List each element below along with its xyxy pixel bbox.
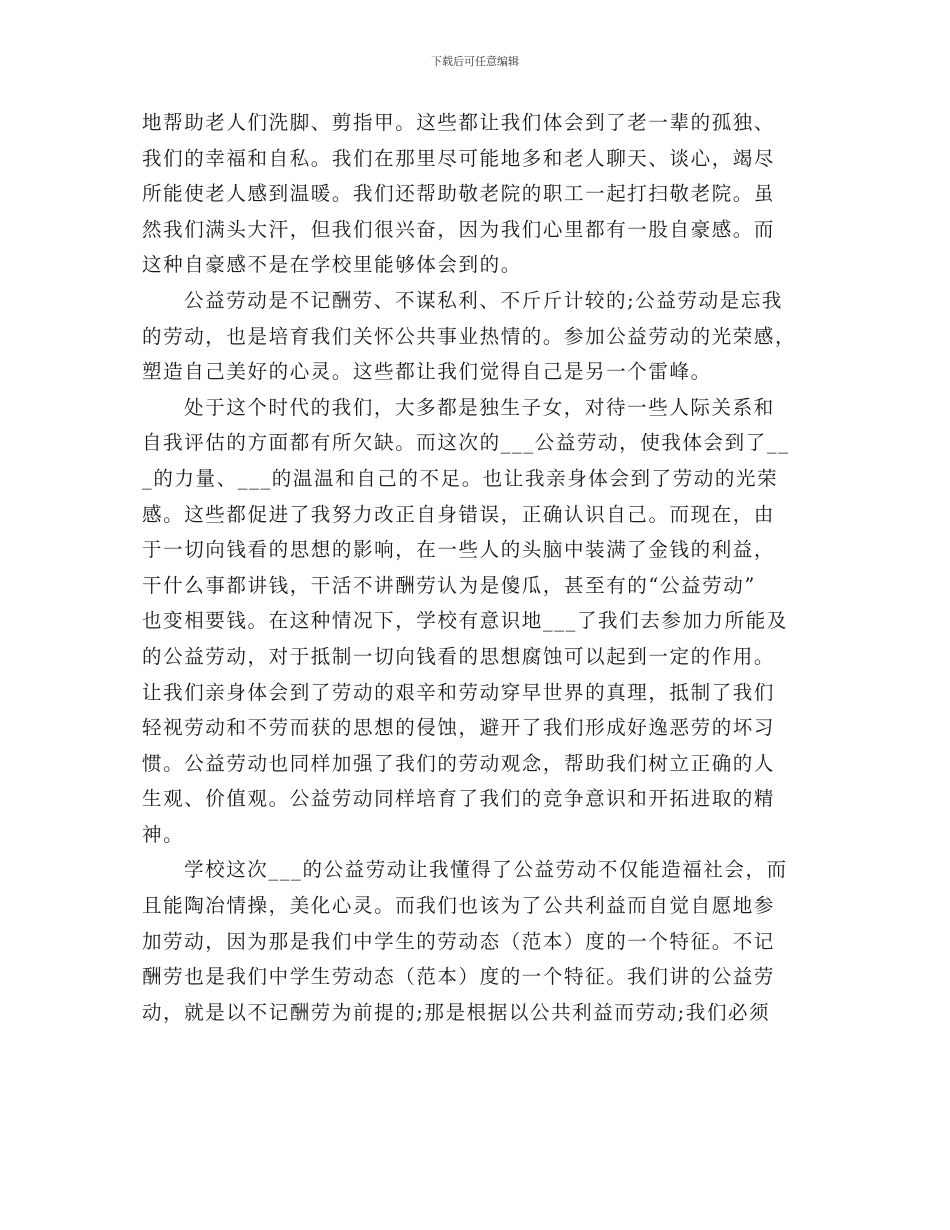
text-line: 动，就是以不记酬劳为前提的;那是根据以公共利益而劳动;我们必须	[142, 1000, 771, 1024]
text-line: 于一切向钱看的思想的影响，在一些人的头脑中装满了金钱的利益，	[142, 538, 776, 562]
text-line: 让我们亲身体会到了劳动的艰辛和劳动穿早世界的真理，抵制了我们	[142, 680, 776, 704]
text-line: 酬劳也是我们中学生劳动态（范本）度的一个特征。我们讲的公益劳	[142, 965, 776, 989]
text-line: 且能陶冶情操，美化心灵。而我们也该为了公共利益而自觉自愿地参	[142, 894, 776, 918]
text-line: 的公益劳动，对于抵制一切向钱看的思想腐蚀可以起到一定的作用。	[142, 644, 776, 668]
text-line: 这种自豪感不是在学校里能够体会到的。	[142, 253, 522, 277]
text-line: 感。这些都促进了我努力改正自身错误，正确认识自己。而现在，由	[142, 502, 776, 526]
text-line: 神。	[142, 822, 185, 846]
text-line: 自我评估的方面都有所欠缺。而这次的___公益劳动，使我体会到了__	[142, 431, 790, 455]
text-line: 学校这次___的公益劳动让我懂得了公益劳动不仅能造福社会，而	[184, 858, 788, 882]
text-line: _的力量、___的温温和自己的不足。也让我亲身体会到了劳动的光荣	[142, 466, 779, 490]
text-line: 加劳动，因为那是我们中学生的劳动态（范本）度的一个特征。不记	[142, 929, 776, 953]
text-line: 轻视劳动和不劳而获的思想的侵蚀，避开了我们形成好逸恶劳的坏习	[142, 716, 776, 740]
text-line: 所能使老人感到温暖。我们还帮助敬老院的职工一起打扫敬老院。虽	[142, 182, 776, 206]
text-line: 干什么事都讲钱，干活不讲酬劳认为是傻瓜，甚至有的“公益劳动”	[142, 573, 756, 597]
text-line: 我们的幸福和自私。我们在那里尽可能地多和老人聊天、谈心，竭尽	[142, 146, 776, 170]
text-line: 地帮助老人们洗脚、剪指甲。这些都让我们体会到了老一辈的孤独、	[142, 111, 776, 134]
paragraph-1	[142, 105, 812, 283]
text-line: 生观、价值观。公益劳动同样培育了我们的竞争意识和开拓进取的精	[142, 787, 776, 811]
text-line: 惯。公益劳动也同样加强了我们的劳动观念，帮助我们树立正确的人	[142, 751, 776, 775]
text-line: 的劳动，也是培育我们关怀公共事业热情的。参加公益劳动的光荣感，	[142, 324, 797, 348]
text-line: 也变相要钱。在这种情况下，学校有意识地___了我们去参加力所能及	[142, 609, 788, 633]
text-line: 然我们满头大汗，但我们很兴奋，因为我们心里都有一股自豪感。而	[142, 217, 776, 241]
text-line: 公益劳动是不记酬劳、不谋私利、不斤斤计较的;公益劳动是忘我	[184, 288, 783, 312]
text-line: 处于这个时代的我们，大多都是独生子女，对待一些人际关系和	[184, 395, 775, 419]
text-line: 塑造自己美好的心灵。这些都让我们觉得自己是另一个雷峰。	[142, 360, 712, 384]
page-header: 下载后可任意编辑	[431, 55, 519, 68]
paragraph-2	[142, 283, 812, 390]
paragraph-4	[142, 852, 812, 1030]
document-body	[142, 105, 812, 1030]
paragraph-3	[142, 390, 812, 853]
